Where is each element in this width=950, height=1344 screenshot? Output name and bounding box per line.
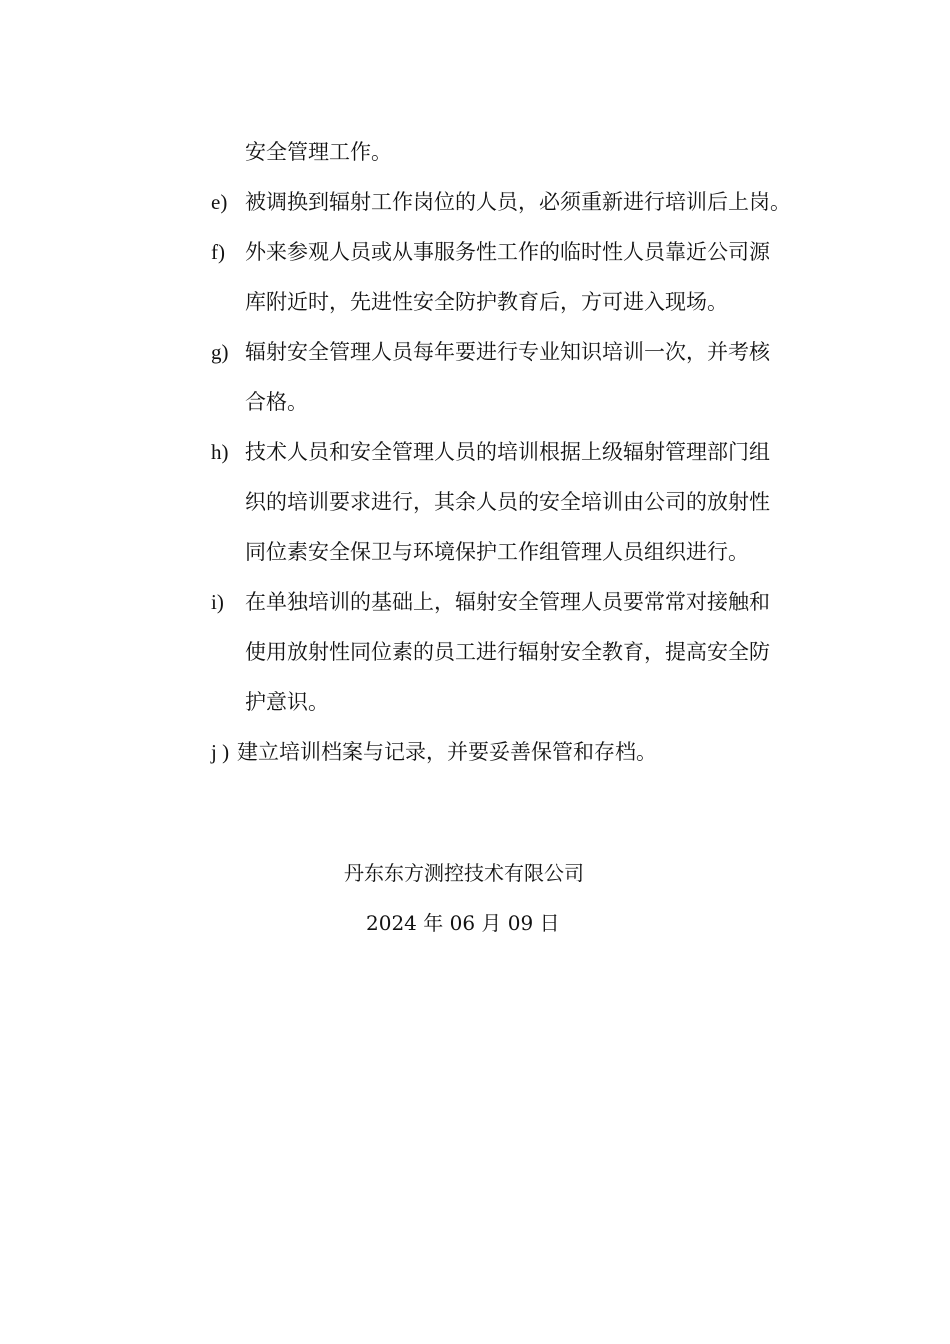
item-h-line-2: 织的培训要求进行，其余人员的安全培训由公司的放射性	[245, 490, 770, 514]
item-e-line-1: 被调换到辐射工作岗位的人员，必须重新进行培训后上岗。	[245, 190, 791, 214]
item-j-line-1: 建立培训档案与记录，并要妥善保管和存档。	[237, 740, 657, 764]
item-g-line-2: 合格。	[245, 390, 308, 414]
item-h-line-3: 同位素安全保卫与环境保护工作组管理人员组织进行。	[245, 540, 749, 564]
signature-date: 2024 年 06 月 09 日	[366, 911, 560, 935]
item-i-marker: i)	[211, 590, 224, 614]
item-j-marker: j )	[211, 740, 230, 764]
signature-company: 丹东东方测控技术有限公司	[344, 861, 584, 885]
item-f-line-2: 库附近时，先进性安全防护教育后，方可进入现场。	[245, 290, 728, 314]
item-e-marker: e)	[211, 190, 228, 214]
item-i-line-2: 使用放射性同位素的员工进行辐射安全教育，提高安全防	[245, 640, 770, 664]
item-g-marker: g)	[211, 340, 229, 364]
item-f-line-1: 外来参观人员或从事服务性工作的临时性人员靠近公司源	[245, 240, 770, 264]
item-i-line-3: 护意识。	[245, 690, 329, 714]
continuation-line: 安全管理工作。	[245, 140, 392, 164]
item-h-marker: h)	[211, 440, 229, 464]
item-f-marker: f)	[211, 240, 225, 264]
item-g-line-1: 辐射安全管理人员每年要进行专业知识培训一次，并考核	[245, 340, 770, 364]
item-h-line-1: 技术人员和安全管理人员的培训根据上级辐射管理部门组	[245, 440, 770, 464]
item-i-line-1: 在单独培训的基础上，辐射安全管理人员要常常对接触和	[245, 590, 770, 614]
